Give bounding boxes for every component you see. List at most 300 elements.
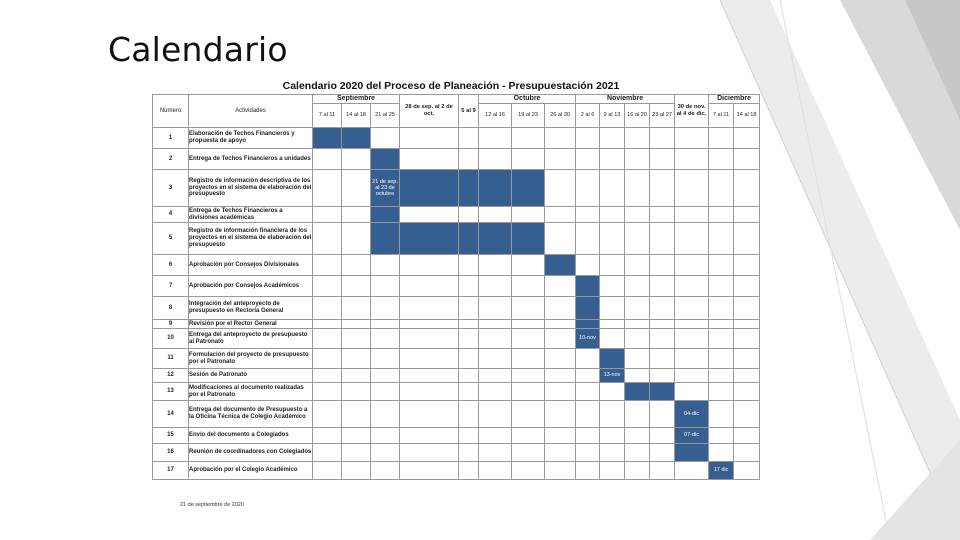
gantt-empty-cell — [459, 369, 479, 383]
row-number: 3 — [153, 170, 189, 207]
activity-label: Entrega del documento de Presupuesto a la Oficina Técnica de Colegio Académico — [189, 401, 313, 428]
gantt-empty-cell — [650, 462, 675, 480]
gantt-empty-cell — [650, 401, 675, 428]
gantt-empty-cell — [313, 297, 342, 320]
gantt-empty-cell — [734, 255, 760, 276]
gantt-empty-cell — [512, 401, 545, 428]
gantt-empty-cell — [625, 223, 650, 255]
row-number: 9 — [153, 320, 189, 329]
gantt-empty-cell — [545, 207, 576, 223]
gantt-empty-cell — [576, 255, 600, 276]
slide-title: Calendario — [108, 30, 288, 69]
gantt-empty-cell — [400, 207, 459, 223]
gantt-empty-cell — [342, 320, 371, 329]
gantt-empty-cell — [600, 462, 625, 480]
gantt-empty-cell — [371, 349, 400, 369]
gantt-empty-cell — [512, 149, 545, 170]
gantt-bar-cell: 04-dic — [675, 401, 709, 428]
gantt-empty-cell — [734, 320, 760, 329]
gantt-empty-cell — [650, 207, 675, 223]
gantt-empty-cell — [734, 428, 760, 444]
gantt-empty-cell — [734, 276, 760, 297]
gantt-empty-cell — [313, 401, 342, 428]
gantt-empty-cell — [625, 207, 650, 223]
gantt-empty-cell — [709, 383, 734, 401]
gantt-empty-cell — [342, 276, 371, 297]
gantt-empty-cell — [650, 297, 675, 320]
header-week: 26 al 30 — [545, 104, 576, 128]
activity-label: Registro de información descriptiva de los proyectos en el sistema de elaboración del presupuesto — [189, 170, 313, 207]
gantt-empty-cell — [342, 462, 371, 480]
gantt-empty-cell — [709, 329, 734, 349]
gantt-empty-cell — [709, 128, 734, 149]
gantt-empty-cell — [479, 128, 512, 149]
gantt-empty-cell — [512, 349, 545, 369]
gantt-empty-cell — [400, 255, 459, 276]
gantt-empty-cell — [512, 428, 545, 444]
gantt-empty-cell — [675, 383, 709, 401]
gantt-empty-cell — [545, 223, 576, 255]
gantt-empty-cell — [479, 401, 512, 428]
gantt-empty-cell — [600, 128, 625, 149]
gantt-bar-cell — [576, 276, 600, 297]
gantt-empty-cell — [313, 170, 342, 207]
gantt-empty-cell — [650, 170, 675, 207]
gantt-bar-cell: 10-nov — [576, 329, 600, 349]
table-row — [153, 369, 760, 383]
gantt-empty-cell — [400, 369, 459, 383]
gantt-empty-cell — [342, 401, 371, 428]
row-number: 13 — [153, 383, 189, 401]
gantt-empty-cell — [459, 462, 479, 480]
gantt-bar-cell: 17 dic — [709, 462, 734, 480]
header-week: 23 al 27 — [650, 104, 675, 128]
gantt-empty-cell — [675, 462, 709, 480]
gantt-bar-cell: 07-dic — [675, 428, 709, 444]
gantt-empty-cell — [650, 276, 675, 297]
gantt-empty-cell — [342, 349, 371, 369]
gantt-empty-cell — [650, 149, 675, 170]
gantt-empty-cell — [600, 297, 625, 320]
gantt-empty-cell — [576, 170, 600, 207]
gantt-empty-cell — [600, 149, 625, 170]
gantt-empty-cell — [576, 401, 600, 428]
gantt-empty-cell — [512, 329, 545, 349]
gantt-empty-cell — [734, 444, 760, 462]
header-week: 7 al 11 — [709, 104, 734, 128]
gantt-empty-cell — [479, 149, 512, 170]
gantt-empty-cell — [625, 349, 650, 369]
table-row — [153, 401, 760, 428]
gantt-empty-cell — [709, 349, 734, 369]
gantt-bar-cell — [625, 383, 650, 401]
gantt-empty-cell — [675, 369, 709, 383]
gantt-empty-cell — [650, 255, 675, 276]
gantt-empty-cell — [576, 444, 600, 462]
gantt-empty-cell — [734, 329, 760, 349]
gantt-empty-cell — [371, 329, 400, 349]
gantt-empty-cell — [734, 401, 760, 428]
gantt-empty-cell — [371, 428, 400, 444]
gantt-empty-cell — [650, 223, 675, 255]
row-number: 14 — [153, 401, 189, 428]
header-numero: Número — [153, 95, 189, 128]
table-row — [153, 128, 760, 149]
gantt-bar-cell — [479, 223, 512, 255]
gantt-empty-cell — [709, 207, 734, 223]
gantt-empty-cell — [734, 369, 760, 383]
gantt-empty-cell — [400, 297, 459, 320]
gantt-bar-cell — [459, 170, 479, 207]
gantt-empty-cell — [371, 401, 400, 428]
gantt-empty-cell — [479, 276, 512, 297]
gantt-empty-cell — [709, 149, 734, 170]
gantt-empty-cell — [625, 462, 650, 480]
gantt-empty-cell — [459, 320, 479, 329]
row-number: 5 — [153, 223, 189, 255]
header-month-octubre: Octubre — [479, 95, 576, 104]
gantt-empty-cell — [675, 170, 709, 207]
header-week: 9 al 13 — [600, 104, 625, 128]
gantt-bar-cell — [512, 223, 545, 255]
gantt-empty-cell — [675, 320, 709, 329]
gantt-empty-cell — [545, 444, 576, 462]
gantt-empty-cell — [459, 207, 479, 223]
table-row — [153, 428, 760, 444]
gantt-empty-cell — [313, 462, 342, 480]
header-week: 12 al 16 — [479, 104, 512, 128]
gantt-empty-cell — [576, 149, 600, 170]
gantt-empty-cell — [675, 128, 709, 149]
row-number: 8 — [153, 297, 189, 320]
gantt-empty-cell — [459, 149, 479, 170]
gantt-empty-cell — [675, 207, 709, 223]
gantt-empty-cell — [576, 349, 600, 369]
gantt-empty-cell — [576, 428, 600, 444]
gantt-empty-cell — [400, 444, 459, 462]
gantt-empty-cell — [313, 369, 342, 383]
gantt-empty-cell — [734, 207, 760, 223]
gantt-empty-cell — [600, 444, 625, 462]
gantt-empty-cell — [313, 444, 342, 462]
gantt-empty-cell — [576, 207, 600, 223]
table-row — [153, 329, 760, 349]
gantt-empty-cell — [600, 170, 625, 207]
gantt-bar-cell: 21 de sep. al 23 de octubre — [371, 170, 400, 207]
activity-label: Aprobación por Consejos Divisionales — [189, 255, 313, 276]
gantt-empty-cell — [600, 207, 625, 223]
gantt-bar-cell — [342, 128, 371, 149]
gantt-empty-cell — [479, 369, 512, 383]
gantt-title: Calendario 2020 del Proceso de Planeación - Presupuestación 2021 — [282, 80, 620, 92]
gantt-bar-cell — [600, 349, 625, 369]
gantt-empty-cell — [479, 428, 512, 444]
gantt-bar-cell — [371, 149, 400, 170]
gantt-empty-cell — [600, 320, 625, 329]
header-week: 14 al 18 — [342, 104, 371, 128]
gantt-empty-cell — [625, 444, 650, 462]
row-number: 2 — [153, 149, 189, 170]
gantt-empty-cell — [400, 329, 459, 349]
gantt-empty-cell — [400, 149, 459, 170]
gantt-empty-cell — [545, 170, 576, 207]
gantt-bar-cell — [459, 223, 479, 255]
gantt-empty-cell — [545, 428, 576, 444]
table-row — [153, 276, 760, 297]
activity-label: Envío del documento a Colegiados — [189, 428, 313, 444]
gantt-empty-cell — [342, 369, 371, 383]
gantt-empty-cell — [512, 276, 545, 297]
gantt-empty-cell — [512, 462, 545, 480]
gantt-empty-cell — [313, 383, 342, 401]
gantt-empty-cell — [675, 329, 709, 349]
gantt-empty-cell — [313, 320, 342, 329]
gantt-table — [152, 94, 760, 480]
gantt-empty-cell — [459, 276, 479, 297]
gantt-empty-cell — [371, 383, 400, 401]
gantt-empty-cell — [512, 207, 545, 223]
gantt-empty-cell — [342, 207, 371, 223]
header-week: 5 al 9 — [459, 95, 479, 128]
gantt-empty-cell — [313, 349, 342, 369]
table-row — [153, 462, 760, 480]
gantt-empty-cell — [371, 462, 400, 480]
gantt-empty-cell — [545, 369, 576, 383]
row-number: 17 — [153, 462, 189, 480]
table-row — [153, 223, 760, 255]
gantt-empty-cell — [459, 349, 479, 369]
gantt-empty-cell — [459, 383, 479, 401]
gantt-bar-cell — [512, 170, 545, 207]
gantt-empty-cell — [371, 255, 400, 276]
gantt-empty-cell — [675, 276, 709, 297]
gantt-empty-cell — [459, 428, 479, 444]
gantt-empty-cell — [459, 297, 479, 320]
gantt-empty-cell — [709, 444, 734, 462]
gantt-empty-cell — [545, 349, 576, 369]
gantt-empty-cell — [709, 369, 734, 383]
gantt-empty-cell — [600, 276, 625, 297]
gantt-empty-cell — [650, 128, 675, 149]
gantt-empty-cell — [400, 320, 459, 329]
gantt-empty-cell — [675, 255, 709, 276]
gantt-empty-cell — [459, 401, 479, 428]
gantt-empty-cell — [576, 462, 600, 480]
gantt-empty-cell — [512, 383, 545, 401]
row-number: 10 — [153, 329, 189, 349]
gantt-empty-cell — [625, 297, 650, 320]
row-number: 7 — [153, 276, 189, 297]
gantt-empty-cell — [545, 462, 576, 480]
gantt-empty-cell — [479, 444, 512, 462]
gantt-empty-cell — [512, 444, 545, 462]
header-month-diciembre: Diciembre — [709, 95, 760, 104]
gantt-empty-cell — [625, 276, 650, 297]
activity-label: Registro de información financiera de los proyectos en el sistema de elaboración del presupuesto — [189, 223, 313, 255]
gantt-empty-cell — [400, 462, 459, 480]
activity-label: Sesión de Patronato — [189, 369, 313, 383]
gantt-empty-cell — [479, 349, 512, 369]
header-week: 16 al 20 — [625, 104, 650, 128]
gantt-empty-cell — [512, 320, 545, 329]
gantt-empty-cell — [342, 149, 371, 170]
gantt-empty-cell — [675, 349, 709, 369]
gantt-empty-cell — [313, 329, 342, 349]
gantt-empty-cell — [545, 297, 576, 320]
gantt-bar-cell — [675, 444, 709, 462]
gantt-empty-cell — [545, 383, 576, 401]
gantt-empty-cell — [479, 297, 512, 320]
gantt-empty-cell — [709, 401, 734, 428]
gantt-empty-cell — [371, 276, 400, 297]
gantt-empty-cell — [371, 369, 400, 383]
table-row — [153, 297, 760, 320]
gantt-empty-cell — [313, 223, 342, 255]
gantt-empty-cell — [625, 428, 650, 444]
gantt-empty-cell — [650, 428, 675, 444]
gantt-empty-cell — [400, 428, 459, 444]
gantt-empty-cell — [734, 462, 760, 480]
gantt-empty-cell — [625, 329, 650, 349]
gantt-empty-cell — [342, 223, 371, 255]
gantt-empty-cell — [342, 444, 371, 462]
gantt-empty-cell — [650, 369, 675, 383]
gantt-empty-cell — [342, 428, 371, 444]
gantt-empty-cell — [625, 128, 650, 149]
gantt-empty-cell — [709, 320, 734, 329]
gantt-bar-cell — [545, 255, 576, 276]
activity-label: Revisión por el Rector General — [189, 320, 313, 329]
gantt-empty-cell — [650, 444, 675, 462]
gantt-bar-cell — [576, 320, 600, 329]
gantt-empty-cell — [600, 401, 625, 428]
gantt-empty-cell — [545, 276, 576, 297]
gantt-empty-cell — [342, 383, 371, 401]
gantt-empty-cell — [675, 149, 709, 170]
header-week: 21 al 25 — [371, 104, 400, 128]
gantt-empty-cell — [625, 369, 650, 383]
gantt-empty-cell — [709, 223, 734, 255]
row-number: 6 — [153, 255, 189, 276]
gantt-empty-cell — [600, 223, 625, 255]
gantt-empty-cell — [545, 149, 576, 170]
gantt-body — [153, 128, 760, 480]
gantt-empty-cell — [600, 428, 625, 444]
gantt-empty-cell — [479, 320, 512, 329]
row-number: 12 — [153, 369, 189, 383]
gantt-empty-cell — [709, 297, 734, 320]
gantt-empty-cell — [675, 223, 709, 255]
gantt-empty-cell — [576, 223, 600, 255]
gantt-empty-cell — [479, 383, 512, 401]
gantt-empty-cell — [400, 349, 459, 369]
gantt-empty-cell — [650, 329, 675, 349]
gantt-empty-cell — [625, 320, 650, 329]
gantt-empty-cell — [459, 128, 479, 149]
gantt-empty-cell — [512, 128, 545, 149]
table-row — [153, 149, 760, 170]
activity-label: Entrega del anteproyecto de presupuesto al Patronato — [189, 329, 313, 349]
gantt-bar-cell — [576, 297, 600, 320]
gantt-empty-cell — [600, 329, 625, 349]
gantt-bar-cell — [371, 207, 400, 223]
table-row — [153, 349, 760, 369]
gantt-empty-cell — [734, 383, 760, 401]
header-week: 19 al 23 — [512, 104, 545, 128]
gantt-empty-cell — [734, 170, 760, 207]
gantt-empty-cell — [371, 297, 400, 320]
header-week: 14 al 18 — [734, 104, 760, 128]
table-row — [153, 383, 760, 401]
gantt-empty-cell — [545, 128, 576, 149]
gantt-empty-cell — [709, 428, 734, 444]
gantt-empty-cell — [313, 149, 342, 170]
activity-label: Elaboración de Techos Financieros y propuesta de apoyo — [189, 128, 313, 149]
gantt-bar-cell — [313, 128, 342, 149]
footer-date: 21 de septiembre de 2020 — [180, 502, 244, 508]
gantt-empty-cell — [709, 170, 734, 207]
table-row — [153, 444, 760, 462]
gantt-empty-cell — [625, 255, 650, 276]
table-row — [153, 255, 760, 276]
row-number: 4 — [153, 207, 189, 223]
gantt-empty-cell — [734, 297, 760, 320]
row-number: 15 — [153, 428, 189, 444]
gantt-empty-cell — [400, 401, 459, 428]
header-month-septiembre: Septiembre — [313, 95, 400, 104]
row-number: 1 — [153, 128, 189, 149]
gantt-empty-cell — [545, 320, 576, 329]
gantt-empty-cell — [371, 320, 400, 329]
gantt-bar-cell: 13-nov — [600, 369, 625, 383]
gantt-empty-cell — [625, 401, 650, 428]
gantt-empty-cell — [459, 255, 479, 276]
gantt-empty-cell — [479, 255, 512, 276]
gantt-bar-cell — [479, 170, 512, 207]
gantt-bar-cell — [400, 223, 459, 255]
gantt-empty-cell — [371, 128, 400, 149]
gantt-empty-cell — [709, 255, 734, 276]
gantt-empty-cell — [400, 128, 459, 149]
gantt-empty-cell — [371, 444, 400, 462]
header-week: 28 de sep. al 2 de oct. — [400, 95, 459, 128]
gantt-empty-cell — [459, 444, 479, 462]
table-row — [153, 320, 760, 329]
activity-label: Entrega de Techos Financieros a divisiones académicas — [189, 207, 313, 223]
gantt-empty-cell — [734, 149, 760, 170]
gantt-empty-cell — [342, 170, 371, 207]
activity-label: Entrega de Techos Financieros a unidades — [189, 149, 313, 170]
gantt-empty-cell — [313, 428, 342, 444]
gantt-empty-cell — [734, 128, 760, 149]
gantt-empty-cell — [313, 255, 342, 276]
gantt-empty-cell — [459, 329, 479, 349]
gantt-bar-cell — [400, 170, 459, 207]
row-number: 16 — [153, 444, 189, 462]
activity-label: Formulación del proyecto de presupuesto por el Patronato — [189, 349, 313, 369]
gantt-empty-cell — [576, 128, 600, 149]
gantt-empty-cell — [342, 329, 371, 349]
activity-label: Integración del anteproyecto de presupuesto en Rectoría General — [189, 297, 313, 320]
gantt-empty-cell — [600, 255, 625, 276]
gantt-empty-cell — [342, 297, 371, 320]
header-week: 7 al 11 — [313, 104, 342, 128]
gantt-empty-cell — [479, 329, 512, 349]
header-week: 30 de nov. al 4 de dic. — [675, 95, 709, 128]
row-number: 11 — [153, 349, 189, 369]
gantt-empty-cell — [734, 349, 760, 369]
gantt-empty-cell — [600, 383, 625, 401]
